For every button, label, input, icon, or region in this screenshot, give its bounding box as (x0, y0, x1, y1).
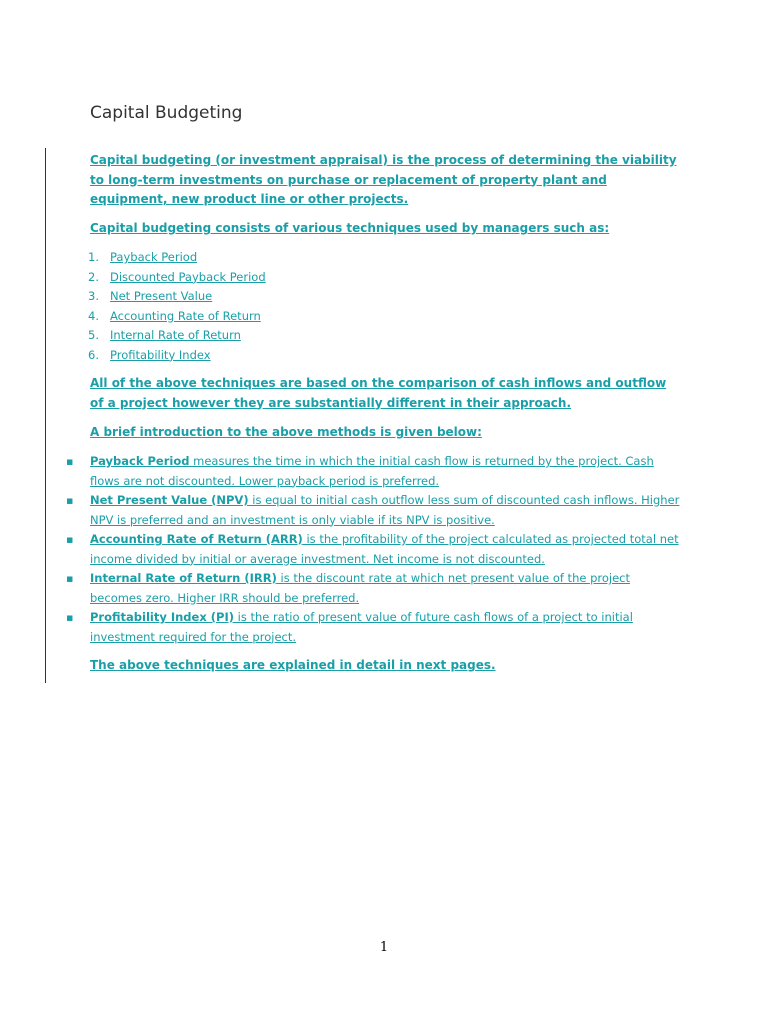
method-description: is the ratio of present value of future cash flows of a project to initial investment required for the project. (90, 610, 633, 644)
closing-link[interactable]: The above techniques are explained in detail in next pages. (90, 658, 496, 672)
bullet-icon: ▪ (66, 611, 74, 624)
method-term: Payback Period (90, 454, 190, 468)
technique-item[interactable] (88, 268, 266, 288)
method-description: measures the time in which the initial cash flow is returned by the project. Cash flows are not discounted. Lower payback period is preferred. (90, 454, 654, 488)
techniques-list (88, 248, 266, 365)
method-term: Internal Rate of Return (IRR) (90, 571, 277, 585)
technique-item[interactable] (88, 326, 266, 346)
technique-label: Net Present Value (110, 289, 213, 303)
method-description: is equal to initial cash outflow less sum of discounted cash inflows. Higher NPV is preferred and an investment is only viable if its NPV is positive. (90, 493, 680, 527)
method-term: Profitability Index (PI) (90, 610, 234, 624)
technique-number: 1. (88, 250, 99, 264)
intro-link[interactable]: Capital budgeting (or investment appraisal) is the process of determining the viability to long-term investments on purchase or replacement of property plant and equipment, new product line or other projects. (90, 153, 677, 206)
page-number: 1 (379, 940, 389, 955)
page-title: Capital Budgeting (90, 103, 243, 123)
technique-label: Payback Period (110, 250, 198, 264)
method-item[interactable] (66, 452, 681, 491)
technique-number: 3. (88, 289, 99, 303)
bullet-icon: ▪ (66, 533, 74, 546)
comparison-link[interactable]: All of the above techniques are based on the comparison of cash inflows and outflow of a project however they are substantially different in their approach. (90, 376, 667, 410)
method-item[interactable] (66, 491, 681, 530)
techniques-intro-link[interactable]: Capital budgeting consists of various techniques used by managers such as: (90, 221, 610, 235)
method-item[interactable] (66, 530, 681, 569)
method-description: is the profitability of the project calculated as projected total net income divided by initial or average investment. Net income is not discounted. (90, 532, 679, 566)
method-description: is the discount rate at which net present value of the project becomes zero. Higher IRR should be preferred. (90, 571, 631, 605)
technique-label: Profitability Index (110, 347, 211, 362)
brief-heading-link[interactable]: A brief introduction to the above methods is given below: (90, 425, 482, 439)
change-bar (45, 148, 46, 683)
technique-item[interactable] (88, 307, 266, 327)
technique-item[interactable] (88, 248, 266, 268)
technique-label: Discounted Payback Period (110, 269, 266, 284)
method-item[interactable] (66, 569, 681, 608)
technique-number: 5. (88, 328, 99, 342)
method-item[interactable] (66, 608, 681, 647)
method-term: Accounting Rate of Return (ARR) (90, 532, 303, 546)
bullet-icon: ▪ (66, 455, 74, 468)
bullet-icon: ▪ (66, 572, 74, 585)
technique-label: Internal Rate of Return (110, 328, 241, 342)
technique-number: 6. (88, 347, 99, 362)
methods-list (66, 452, 681, 647)
technique-item[interactable] (88, 346, 266, 366)
bullet-icon: ▪ (66, 494, 74, 507)
method-term: Net Present Value (NPV) (90, 493, 249, 507)
technique-item[interactable] (88, 287, 266, 307)
technique-number: 4. (88, 308, 99, 323)
technique-number: 2. (88, 269, 99, 284)
technique-label: Accounting Rate of Return (110, 308, 261, 323)
